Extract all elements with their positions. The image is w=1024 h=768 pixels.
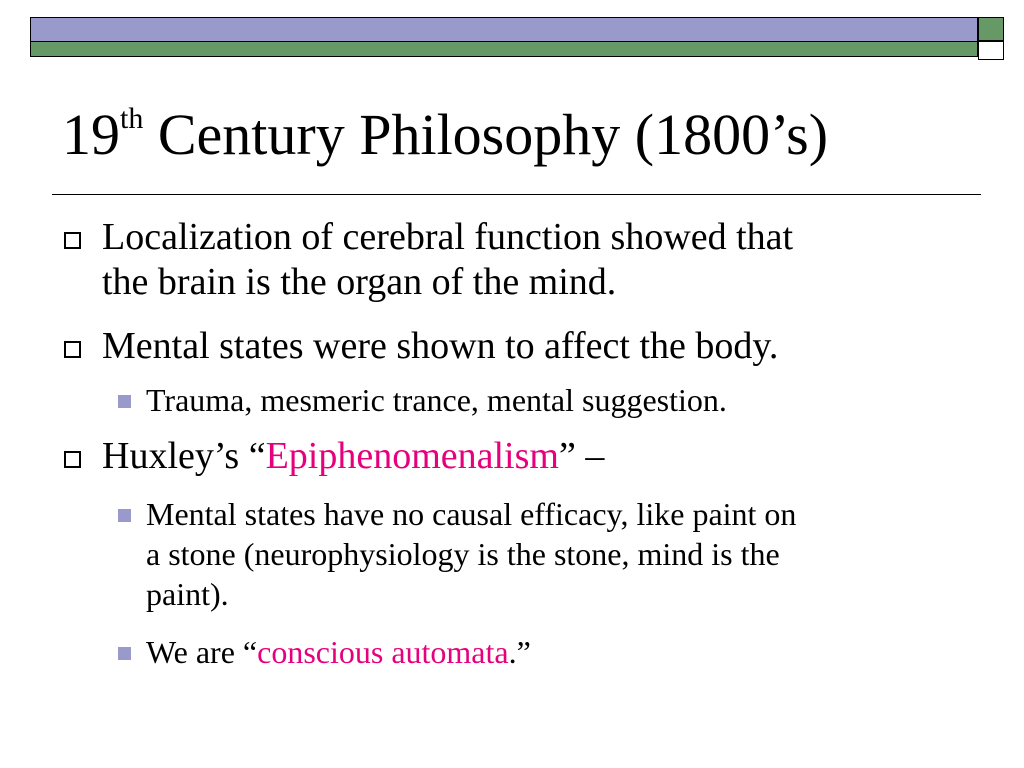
title-prefix: 19: [62, 102, 120, 167]
filled-square-bullet-icon: [118, 509, 131, 522]
sub-bullet-conscious-automata: [146, 632, 976, 672]
bullet-huxley-suffix: ” –: [558, 435, 605, 477]
sub-bullet-automata-prefix: We are “: [146, 634, 258, 670]
title-suffix: Century Philosophy (1800’s): [143, 102, 829, 167]
title-superscript: th: [120, 102, 144, 135]
sub-bullet-automata-text: [146, 632, 976, 672]
bullet-mental-states: [102, 324, 962, 369]
corner-square-white: [978, 41, 1004, 60]
conscious-automata-term: conscious automata: [257, 634, 509, 670]
bullet-localization-line1: Localization of cerebral function showed that: [102, 216, 794, 258]
filled-square-bullet-icon: [118, 395, 131, 408]
sub-bullet-automata-suffix: .”: [508, 634, 531, 670]
hollow-square-bullet-icon: [64, 232, 81, 249]
epiphenomenalism-term: Epiphenomenalism: [265, 435, 559, 477]
sub-bullet-paint-on-stone: [146, 494, 976, 614]
bullet-localization-line2: the brain is the organ of the mind.: [102, 261, 617, 303]
top-decorative-band: [30, 17, 978, 57]
band-lower-stripe: [31, 42, 977, 56]
sub-bullet-trauma: [146, 380, 976, 420]
bullet-huxley: [102, 434, 962, 479]
sub-bullet-paint-line2: a stone (neurophysiology is the stone, mind is the: [146, 536, 780, 572]
corner-square-green: [978, 17, 1004, 41]
hollow-square-bullet-icon: [64, 341, 81, 358]
hollow-square-bullet-icon: [64, 451, 81, 468]
title-divider: [52, 194, 981, 195]
slide-title: [62, 102, 829, 167]
bullet-huxley-prefix: Huxley’s “: [102, 435, 266, 477]
sub-bullet-paint-line3: paint).: [146, 576, 229, 612]
sub-bullet-trauma-text: Trauma, mesmeric trance, mental suggestion.: [146, 382, 727, 418]
sub-bullet-paint-line1: Mental states have no causal efficacy, like paint on: [146, 496, 797, 532]
bullet-huxley-text: [102, 434, 962, 479]
bullet-mental-states-text: Mental states were shown to affect the body.: [102, 325, 779, 367]
bullet-localization: [102, 215, 962, 305]
filled-square-bullet-icon: [118, 647, 131, 660]
band-upper-stripe: [31, 18, 977, 42]
